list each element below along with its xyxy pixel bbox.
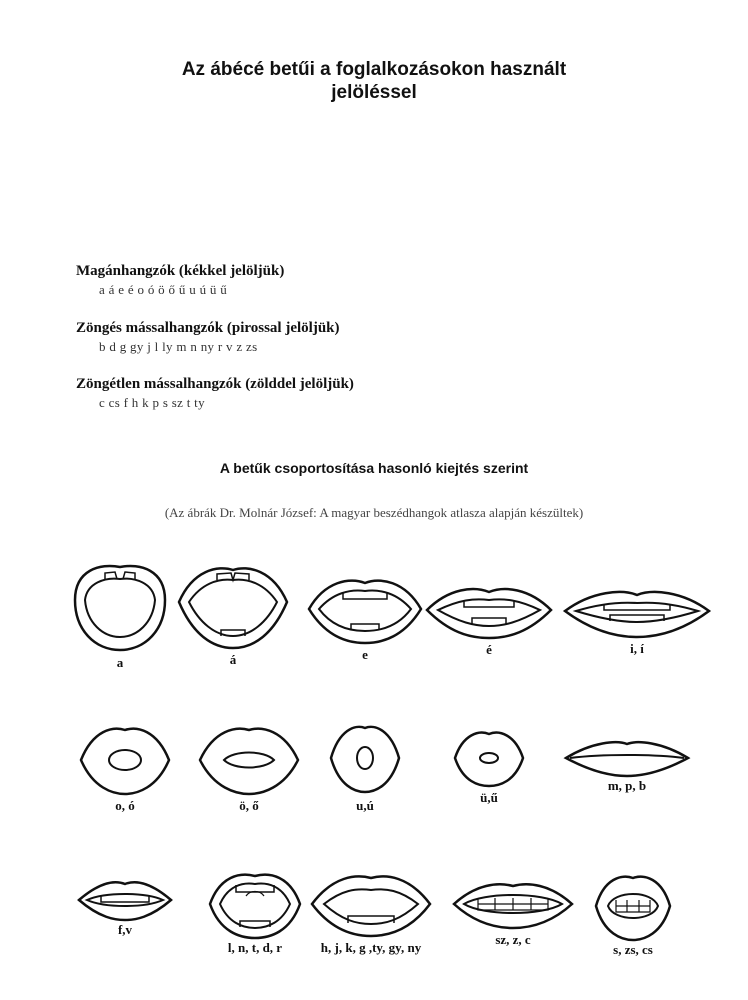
mouth-open-wide-icon <box>173 560 293 652</box>
mouth-label: e <box>362 647 368 662</box>
mouth-label: l, n, t, d, r <box>227 940 283 955</box>
mouth-round-small-icon <box>325 718 405 798</box>
voiceless-consonants-heading: Zöngétlen mássalhangzók (zölddel jelöljük) <box>76 376 354 392</box>
mouth-label: s, zs, cs <box>613 942 653 957</box>
mouth-figure-ee <box>414 582 564 658</box>
mouth-label: m, p, b <box>607 778 647 793</box>
mouth-label: ü,ű <box>480 790 498 805</box>
voiced-consonants-group <box>76 319 340 355</box>
mouth-figure-ue <box>414 726 564 806</box>
mouth-label: u,ú <box>356 798 374 813</box>
mouth-label: o, ó <box>115 798 135 813</box>
mouth-tongue-up-icon <box>206 868 304 940</box>
mouth-label: i, í <box>630 641 644 656</box>
mouth-lip-on-teeth-icon <box>75 878 175 922</box>
voiceless-consonants-group <box>76 375 354 411</box>
grouping-source: (Az ábrák Dr. Molnár József: A magyar beszédhangok atlasza alapján készültek) <box>164 505 584 520</box>
voiced-consonants-letters: b d g gy j l ly m n ny r v z zs <box>99 339 258 354</box>
grouping-title: A betűk csoportosítása hasonló kiejtés szerint <box>219 460 529 476</box>
vowels-group <box>76 262 284 298</box>
mouth-figure-m <box>552 738 702 794</box>
mouth-label: sz, z, c <box>495 932 531 947</box>
mouth-label: a <box>116 655 124 670</box>
mouth-spread-half-icon <box>424 582 554 642</box>
voiced-consonants-heading: Zöngés mássalhangzók (pirossal jelöljük) <box>76 320 340 336</box>
page-title-line-1: Az ábécé betűi a foglalkozásokon használt <box>181 59 567 80</box>
mouth-figure-i <box>562 585 712 657</box>
vowels-heading: Magánhangzók (kékkel jelöljük) <box>76 263 285 279</box>
mouth-round-open-icon <box>75 722 175 798</box>
mouth-label: f,v <box>117 922 133 937</box>
vowels-letters: a á e é o ó ö ő ű u ú ü ű <box>99 282 228 297</box>
mouth-round-tiny-icon <box>449 726 529 790</box>
mouth-figure-h <box>296 870 446 956</box>
mouth-closed-icon <box>562 738 692 778</box>
page-title-line-2: jelöléssel <box>331 82 417 103</box>
mouth-label: h, j, k, g ,ty, gy, ny <box>320 940 422 955</box>
mouth-label: é <box>486 642 492 657</box>
mouth-figure-aa <box>158 560 308 668</box>
mouth-open-teeth-icon <box>308 870 434 940</box>
voiceless-consonants-letters: c cs f h k p s sz t ty <box>99 395 205 410</box>
mouth-round-oval-icon <box>194 722 304 798</box>
mouth-label: á <box>229 652 237 667</box>
mouth-figure-f <box>50 878 200 938</box>
mouth-spread-narrow-icon <box>562 585 712 641</box>
mouth-label: ö, ő <box>239 798 259 813</box>
mouth-round-teeth-icon <box>590 870 676 942</box>
mouth-open-mid-icon <box>305 573 425 647</box>
mouth-figure-s <box>558 870 708 958</box>
page-title <box>0 58 748 104</box>
